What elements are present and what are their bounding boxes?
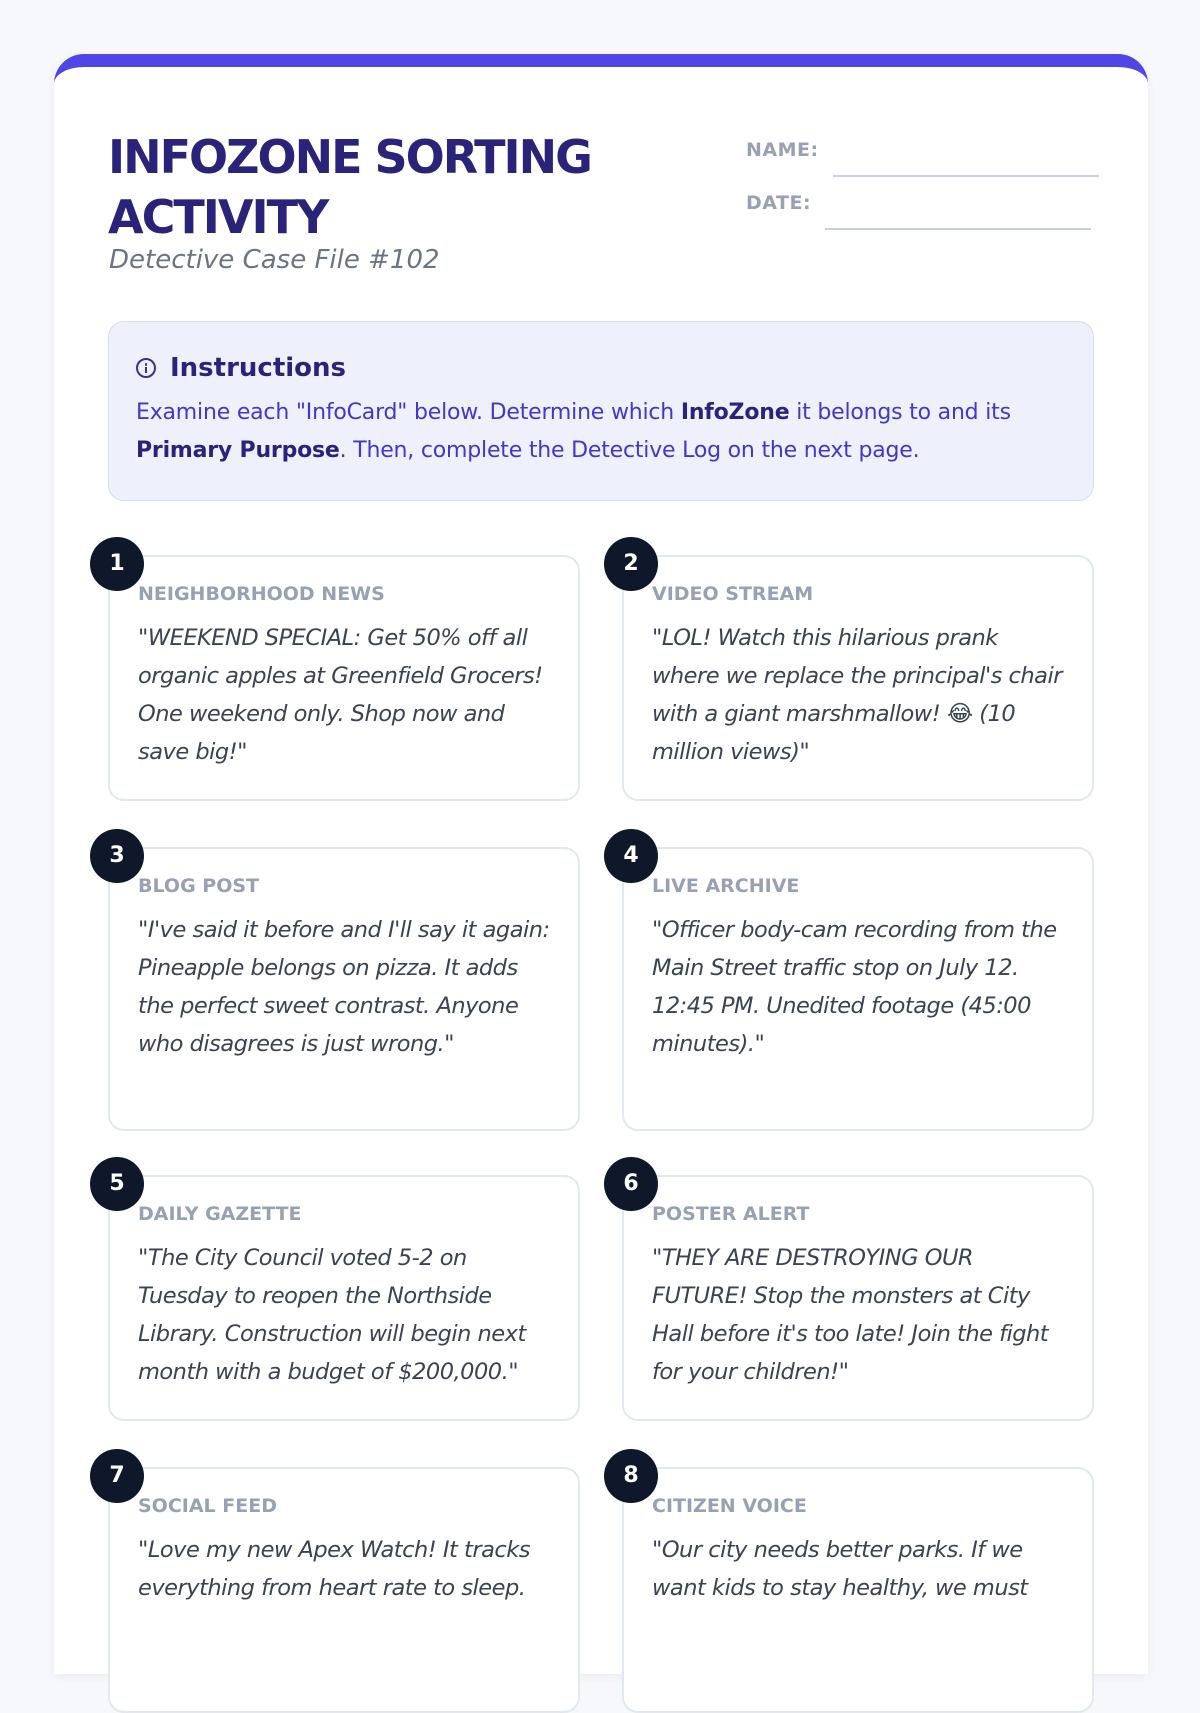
info-card-8 — [622, 1463, 1094, 1713]
card-number-badge: 2 — [604, 537, 658, 591]
date-label: DATE: — [746, 192, 812, 214]
card-source: NEIGHBORHOOD NEWS — [138, 583, 385, 605]
instructions-text — [136, 394, 1076, 470]
card-number-badge: 6 — [604, 1157, 658, 1211]
instructions-header — [136, 350, 1067, 386]
card-source: BLOG POST — [138, 875, 259, 897]
date-line — [825, 208, 1091, 230]
card-source: DAILY GAZETTE — [138, 1203, 302, 1225]
instructions-title: Instructions — [170, 353, 347, 383]
info-icon — [136, 358, 156, 378]
card-number-badge: 4 — [604, 829, 658, 883]
info-card-5 — [108, 1171, 580, 1421]
card-number-badge: 5 — [90, 1157, 144, 1211]
instructions-box — [108, 321, 1094, 501]
card-source: CITIZEN VOICE — [652, 1495, 807, 1517]
info-card-2 — [622, 551, 1094, 801]
worksheet-page — [54, 54, 1148, 1674]
page-title: INFOZONE SORTING ACTIVITY — [108, 130, 591, 244]
info-card-3 — [108, 843, 580, 1131]
card-quote: "WEEKEND SPECIAL: Get 50% off all organic apples at Greenfield Grocers! One weekend only. Shop now and save big!" — [138, 625, 543, 765]
instructions-text-3: . Then, complete the Detective Log on the next page. — [339, 438, 920, 463]
card-quote: "THEY ARE DESTROYING OUR FUTURE! Stop the monsters at City Hall before it's too late! Join the fight for your children!" — [652, 1245, 1049, 1385]
instructions-bold-infozone: InfoZone — [680, 400, 790, 425]
card-number-badge: 3 — [90, 829, 144, 883]
page-subtitle: Detective Case File #102 — [109, 245, 440, 275]
name-field — [746, 139, 1099, 161]
card-number-badge: 1 — [90, 537, 144, 591]
info-card-7 — [108, 1463, 580, 1713]
card-quote: "I've said it before and I'll say it again: Pineapple belongs on pizza. It adds the perfect sweet contrast. Anyone who disagrees is just wrong." — [138, 917, 550, 1057]
card-quote: "Our city needs better parks. If we want kids to stay healthy, we must — [652, 1537, 1028, 1601]
instructions-bold-purpose: Primary Purpose — [136, 438, 340, 463]
card-quote: "Love my new Apex Watch! It tracks everything from heart rate to sleep. — [138, 1537, 531, 1601]
name-line — [833, 155, 1099, 177]
instructions-text-2: it belongs to and its — [789, 400, 1011, 425]
info-card-6 — [622, 1171, 1094, 1421]
info-card-1 — [108, 551, 580, 801]
card-source: POSTER ALERT — [652, 1203, 810, 1225]
card-number-badge: 7 — [90, 1449, 144, 1503]
date-field — [746, 192, 1091, 214]
card-quote: "LOL! Watch this hilarious prank where we replace the principal's chair with a giant marshmallow! 😂 (10 million views)" — [652, 625, 1062, 765]
card-number-badge: 8 — [604, 1449, 658, 1503]
info-card-4 — [622, 843, 1094, 1131]
card-quote: "The City Council voted 5-2 on Tuesday to reopen the Northside Library. Construction will begin next month with a budget of $200,000." — [138, 1245, 526, 1385]
card-source: SOCIAL FEED — [138, 1495, 277, 1517]
instructions-text-1: Examine each "InfoCard" below. Determine which — [136, 400, 681, 425]
card-quote: "Officer body-cam recording from the Main Street traffic stop on July 12. 12:45 PM. Unedited footage (45:00 minutes)." — [652, 917, 1057, 1057]
card-source: LIVE ARCHIVE — [652, 875, 800, 897]
name-label: NAME: — [746, 139, 819, 161]
card-source: VIDEO STREAM — [652, 583, 814, 605]
